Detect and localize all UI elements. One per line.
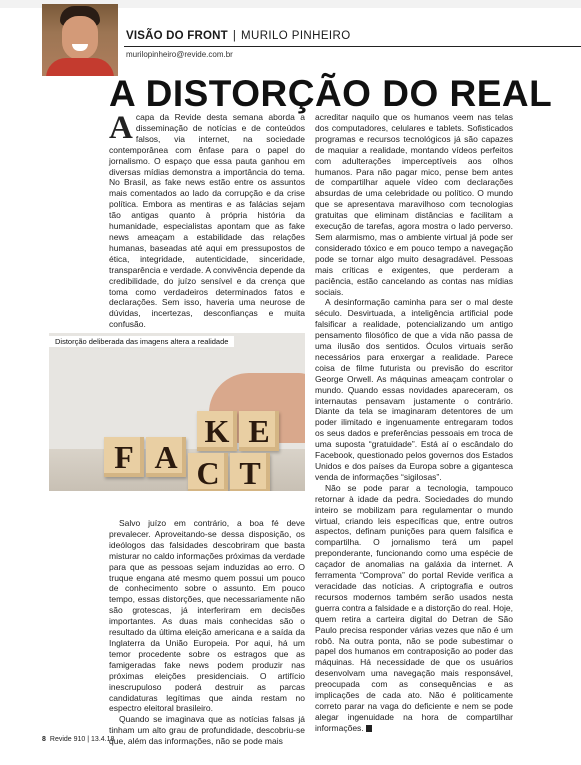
letter-cube: T — [230, 453, 270, 491]
article-column-2 — [315, 112, 513, 734]
article-column-1-bottom — [109, 518, 305, 747]
paragraph-last — [315, 483, 513, 734]
paragraph: Quando se imaginava que as notícias falsas já tinham um alto grau de profundidade, descobriu-se que, além das informações, não se pode mais — [109, 714, 305, 747]
section-name: VISÃO DO FRONT — [126, 30, 228, 42]
letter-cube: K — [197, 411, 237, 451]
letter-cube: C — [188, 453, 228, 491]
drop-cap: A — [109, 110, 133, 146]
article-column-1-top — [109, 112, 305, 330]
header-rule — [124, 46, 581, 47]
author-name: MURILO PINHEIRO — [241, 30, 351, 42]
paragraph: acreditar naquilo que os humanos veem nas telas dos computadores, celulares e tablets. Sofisticados programas e recursos tecnológicos já são capazes de maquiar a realidade, montando vídeos perfeitos com adulterações imperceptíveis aos olhos humanos. Para não pagar mico, pense bem antes de compartilhar aquele vídeo com declarações absurdas de uma celebridade ou político. O mundo que se apresentava maravilhoso com tecnologias gratuitas que eliminam distâncias e facilitam a execução de tarefas, agora mostra o lado perverso. Sem alarmismo, mas o ambiente virtual já pode ser considerado tóxico e em pouco tempo a navegação pode se tornar algo muito desagradável. Pessoas mais críticas e exigentes, que perderam a paciência, estão cancelando as contas nas mídias sociais. — [315, 112, 513, 297]
letter-cube: F — [104, 437, 144, 477]
page-title: A DISTORÇÃO DO REAL — [109, 73, 553, 114]
letter-cube: E — [239, 411, 279, 451]
image-caption: Distorção deliberada das imagens altera a realidade — [49, 336, 234, 347]
issue-info: Revide 910 | 13.4.18 — [49, 736, 115, 743]
header-separator: | — [232, 30, 237, 42]
page-number: 8 — [42, 736, 46, 743]
author-email: murilopinheiro@revide.com.br — [126, 50, 233, 59]
section-header — [126, 30, 351, 42]
paragraph: Não se pode parar a tecnologia, tampouco retornar à idade da pedra. Sociedades do mundo inteiro se mobilizam para regulamentar o mundo virtual, criando leis específicas que, entre outros aspectos, definam punições para quem falsifica e compartilha. O jornalismo terá um papel preponderante, funcionando como uma espécie de caçador de anomalias na galáxia da internet. A ferramenta “Comprova” do portal Revide verifica a veracidade das notícias. A criptografia e outros recursos modernos também serão usados nesta guerra contra a falsidade e a distorção do real. Hoje, quem retira a carteira digital do Detran de São Paulo precisa responder várias vezes que não é um robô. Na outra ponta, não se pode subestimar o papel dos humanos em contraposição ao poder das máquinas. Há necessidade de que os usuários desenvolvam uma navegação mais responsável, preocupada com as consequências e as implicações de cada ato. Não é politicamente correto parar na vaga do deficiente e nem se pode alegar ingenuidade na hora de compartilhar informações. — [315, 482, 513, 733]
author-photo — [42, 4, 118, 76]
article-image — [49, 333, 305, 491]
paragraph: A desinformação caminha para ser o mal deste século. Desvirtuada, a inteligência artificial pode falsificar a realidade, potencializando um antigo pensamento filosófico de que a vida não passa de uma ilusão dos sentidos. Óculos virtuais serão necessários para enxergar a realidade. Parece coisa de filme futurista ou previsão do escritor George Orwell. As máquinas ameaçam controlar o mundo. Quando essas novidades apareceram, os internautas pensavam justamente o contrário. Diante da tela se imaginaram detentores de um poder ilimitado e ingenuamente entregaram todos os seus dados e preferências pessoais em troca de uma suposta “gratuidade”. Está aí o escândalo do Facebook, questionado pelos governos dos Estados Unidos e dos países da Europa sobre a gigantesca venda de informações “sigilosas”. — [315, 297, 513, 482]
end-mark-icon — [366, 725, 372, 732]
page-footer — [42, 736, 114, 743]
letter-cube: A — [146, 437, 186, 477]
paragraph: capa da Revide desta semana aborda a disseminação de notícias e de conteúdos falsos, via internet, na sociedade contemporânea com ênfase para o papel do jornalismo. O espaço que essa pauta ganhou em diversas mídias demonstra a importância do tema. No Brasil, as fake news estão entre os assuntos mais comentados ao lado da corrupção e da crise política. Embora as mentiras e as falácias sejam tão antigas quanto à própria história da humanidade, especialistas apontam que as fake news ameaçam a estabilidade das relações humanas, baseadas até aqui em pressupostos de ética, integridade, autenticidade, sinceridade, transparência e verdade. A convivência depende da credibilidade, do juízo sensível e da crença que toma como verdadeiros determinados fatos e declarações. Sem isso, haveria uma neurose de dúvidas, incertezas, desconfianças e muita confusão. — [109, 112, 305, 330]
paragraph: Salvo juízo em contrário, a boa fé deve prevalecer. Aproveitando-se dessa disposição, os ideólogos das falsidades descobriram que basta misturar no caldo informações próximas da verdade para que as pessoas sejam induzidas ao erro. O truque engana até mesmo quem possui um pouco de conhecimento sobre o assunto. Em pouco tempo, essas distorções, que necessariamente não são grotescas, já interferiram em decisões importantes. As duas mais conhecidas são o resultado da última eleição americana e a saída da Inglaterra da União Europeia. Por aqui, há um temor procedente sobre os estragos que as famigeradas fake news podem produzir nas próximas eleições presidenciais. O artifício inescrupuloso poderá destruir as parcas candidaturas legítimas que ainda restam no espectro eleitoral brasileiro. — [109, 518, 305, 714]
